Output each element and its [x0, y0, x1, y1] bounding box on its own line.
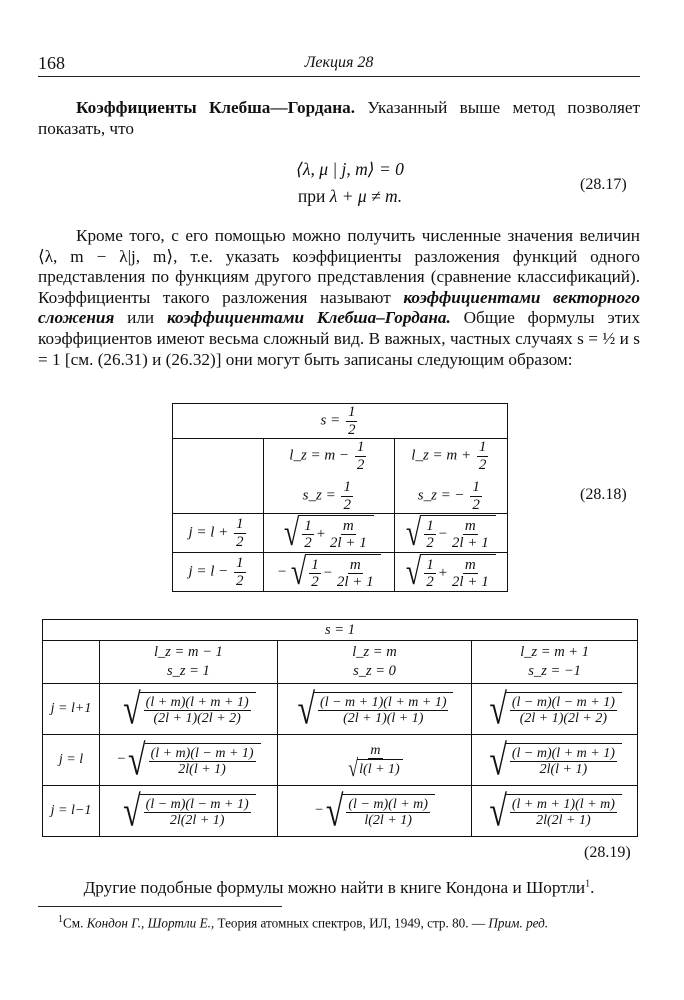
table-title-cell: s = 1 [43, 620, 638, 641]
equation-number-28-18: (28.18) [580, 486, 627, 503]
coefficient-cell: √ $\frac{(l + m + 1)(l + m)}{2l(2l + 1)}$ [472, 786, 638, 837]
coefficient-cell: √ $\frac{(l - m)(l - m + 1)}{(2l + 1)(2l + 2)}$ [472, 684, 638, 735]
column-header-1: l_z = m − $\frac{1}{2}$ s_z = $\frac{1}{2}$ [264, 439, 395, 514]
period: . [590, 878, 595, 897]
equation-number-28-19: (28.19) [584, 844, 631, 861]
column-header-3: l_z = m + 1 s_z = −1 [472, 641, 638, 684]
footnote-rule [38, 906, 282, 907]
coefficient-cell: m √ l(l + 1) [277, 735, 471, 786]
running-title: Лекция 28 [304, 54, 374, 71]
paragraph-main-part3: Общие формулы этих коэффициентов имеют весьма сложный вид. В важных, частных случаях s = ½ и s = 1 [см. (26.31) и (26.32)] они могут быть записаны следующим образом: [38, 308, 641, 369]
equation-number-28-17: (28.17) [580, 176, 627, 193]
footnote-mark: 1 [585, 878, 591, 890]
table-28-18 [172, 403, 508, 592]
row-label: j = l+1 [43, 684, 100, 735]
s-label: s = [320, 412, 341, 429]
coefficient-cell: √ $\frac{1}{2}$ + $\frac{m}{2l + 1}$ [394, 553, 507, 592]
paragraph-intro-text: Указанный выше метод позволяет показать, что [38, 98, 640, 138]
term-vector-addition: коэффициентами векторного сложения [38, 287, 640, 328]
footnote-text: Теория атомных спектров, ИЛ, 1949, стр. 80. — [217, 915, 486, 931]
paragraph-main-part1: Кроме того, с его помощью можно получить численные значения величин ⟨λ, m − λ|j, m⟩, т.е. указать коэффициенты разложения функций одного представления по функциям другого представления (сравнение классификаций). Коэффициенты такого разложения называют [38, 226, 640, 307]
footnote-authors: Кондон Г., Шортли Е., [86, 915, 215, 931]
footnote-number: 1 [58, 914, 63, 925]
paragraph-intro [38, 98, 640, 139]
equation-word-pri: при [297, 186, 326, 206]
row-label: j = l−1 [43, 786, 100, 837]
coefficient-cell: − √ $\frac{(l + m)(l - m + 1)}{2l(l + 1)}$ [100, 735, 278, 786]
section-heading: Коэффициенты Клебша—Гордана. [76, 98, 356, 117]
equation-line-1: ⟨λ, μ | j, m⟩ = 0 [296, 159, 404, 179]
row-label-2: j = l − $\frac{1}{2}$ [173, 553, 264, 592]
empty-corner-cell [173, 439, 264, 514]
coefficient-cell: √ $\frac{(l + m)(l + m + 1)}{(2l + 1)(2l + 2)}$ [100, 684, 278, 735]
paragraph-main-part2: или [127, 308, 155, 328]
coefficient-cell: √ $\frac{(l - m + 1)(l + m + 1)}{(2l + 1)(l + 1)}$ [277, 684, 471, 735]
column-header-2: l_z = m + $\frac{1}{2}$ s_z = − $\frac{1}{2}$ [394, 439, 507, 514]
coefficient-cell: √ $\frac{1}{2}$ − $\frac{m}{2l + 1}$ [394, 514, 507, 553]
equation-line-2: λ + μ ≠ m. [329, 186, 403, 206]
coefficient-cell: − √ $\frac{1}{2}$ − $\frac{m}{2l + 1}$ [264, 553, 395, 592]
column-header-2: l_z = m s_z = 0 [277, 641, 471, 684]
empty-corner-cell [43, 641, 100, 684]
equation-28-17 [240, 156, 460, 210]
column-header-1: l_z = m − 1 s_z = 1 [100, 641, 278, 684]
table-title-cell [173, 404, 508, 439]
page-number: 168 [38, 53, 65, 73]
footnote-note: Прим. ред. [488, 915, 549, 931]
term-clebsch-gordan: коэффициентами Клебша–Гордана. [166, 308, 451, 328]
fraction-half: $\frac{1}{2}$ [347, 404, 356, 438]
row-label: j = l [43, 735, 100, 786]
row-label-1: j = l + $\frac{1}{2}$ [173, 514, 264, 553]
running-header [38, 52, 640, 77]
coefficient-cell: √ $\frac{(l - m)(l - m + 1)}{2l(2l + 1)}$ [100, 786, 278, 837]
footnote [38, 910, 640, 932]
coefficient-cell: − √ $\frac{(l - m)(l + m)}{l(2l + 1)}$ [277, 786, 471, 837]
paragraph-closing-text: Другие подобные формулы можно найти в книге Кондона и Шортли [83, 878, 586, 897]
footnote-prefix: См. [63, 915, 84, 931]
paragraph-closing [38, 878, 640, 898]
coefficient-cell: √ $\frac{1}{2}$ + $\frac{m}{2l + 1}$ [264, 514, 395, 553]
paragraph-main [38, 226, 640, 370]
table-28-19 [42, 619, 638, 837]
coefficient-cell: √ $\frac{(l - m)(l + m + 1)}{2l(l + 1)}$ [472, 735, 638, 786]
